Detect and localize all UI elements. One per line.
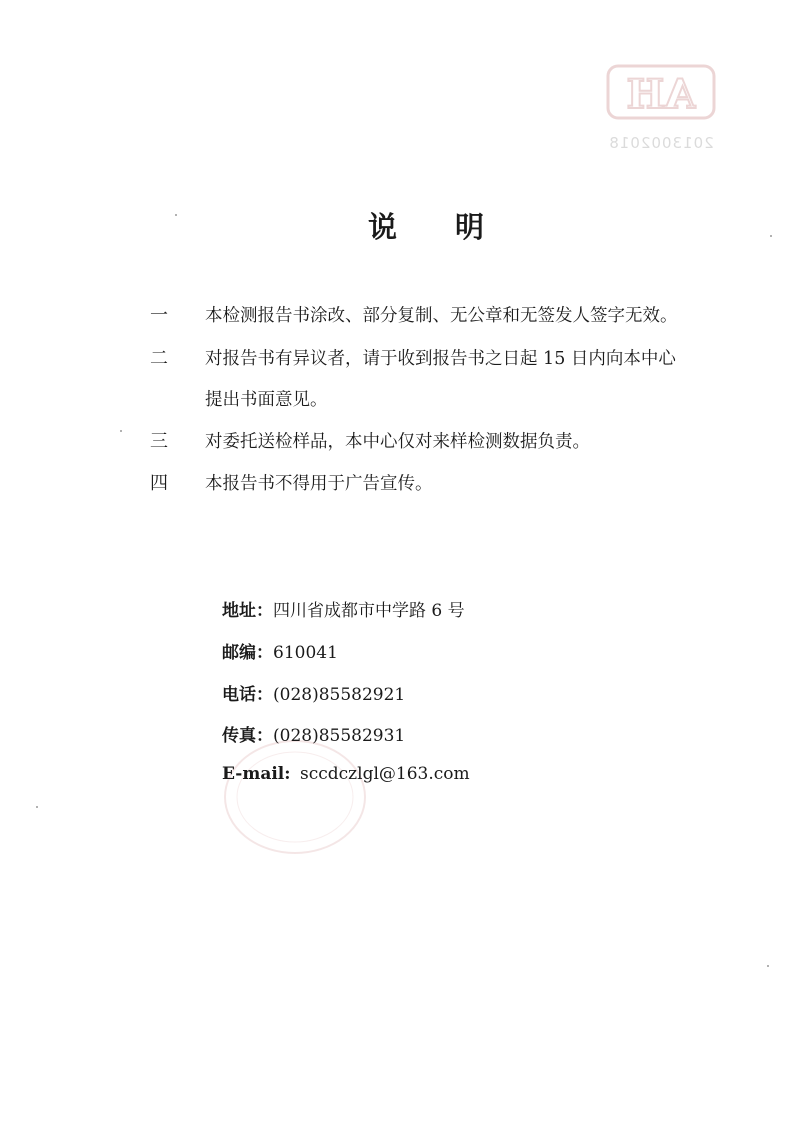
seal-logo-text: AH	[626, 71, 696, 118]
item-text: 本检测报告书涂改、部分复制、无公章和无签发人签字无效。	[205, 306, 678, 326]
item-number: 二	[150, 348, 168, 369]
item-text: 本报告书不得用于广告宣传。	[205, 474, 433, 494]
scan-speck	[770, 235, 772, 237]
contact-postcode	[222, 638, 338, 663]
email-label: E-mail:	[222, 764, 291, 784]
scan-speck	[175, 214, 177, 216]
scan-speck	[36, 806, 38, 808]
scan-speck	[120, 430, 122, 432]
contact-fax	[222, 721, 405, 746]
scan-speck	[767, 965, 769, 967]
item-text: 对报告书有异议者，请于收到报告书之日起 15 日内向本中心	[205, 349, 676, 369]
title-char-2: 明	[455, 210, 485, 244]
postcode-label: 邮编：	[222, 643, 273, 663]
address-label: 地址：	[222, 601, 273, 621]
item-number: 一	[150, 305, 168, 326]
item-text-continued: 提出书面意见。	[205, 390, 328, 410]
title-char-1: 说	[368, 210, 398, 244]
postcode-value: 610041	[273, 643, 338, 663]
address-value: 四川省成都市中学路 6 号	[273, 601, 465, 621]
item-text: 对委托送检样品，本中心仅对来样检测数据负责。	[205, 432, 590, 452]
fax-label: 传真：	[222, 726, 273, 746]
contact-address	[222, 596, 465, 621]
contact-phone	[222, 680, 405, 705]
phone-label: 电话：	[222, 685, 273, 705]
stamp-bleed-through	[215, 735, 375, 855]
contact-email	[222, 764, 470, 784]
email-value: sccdczlgl@163.com	[300, 764, 470, 784]
item-number: 三	[150, 431, 168, 452]
seal-number-text: 2013002018	[608, 134, 714, 152]
phone-value: (028)85582921	[273, 685, 406, 705]
seal-bleed-through	[596, 58, 726, 158]
fax-value: (028)85582931	[273, 726, 406, 746]
item-number: 四	[150, 473, 168, 494]
